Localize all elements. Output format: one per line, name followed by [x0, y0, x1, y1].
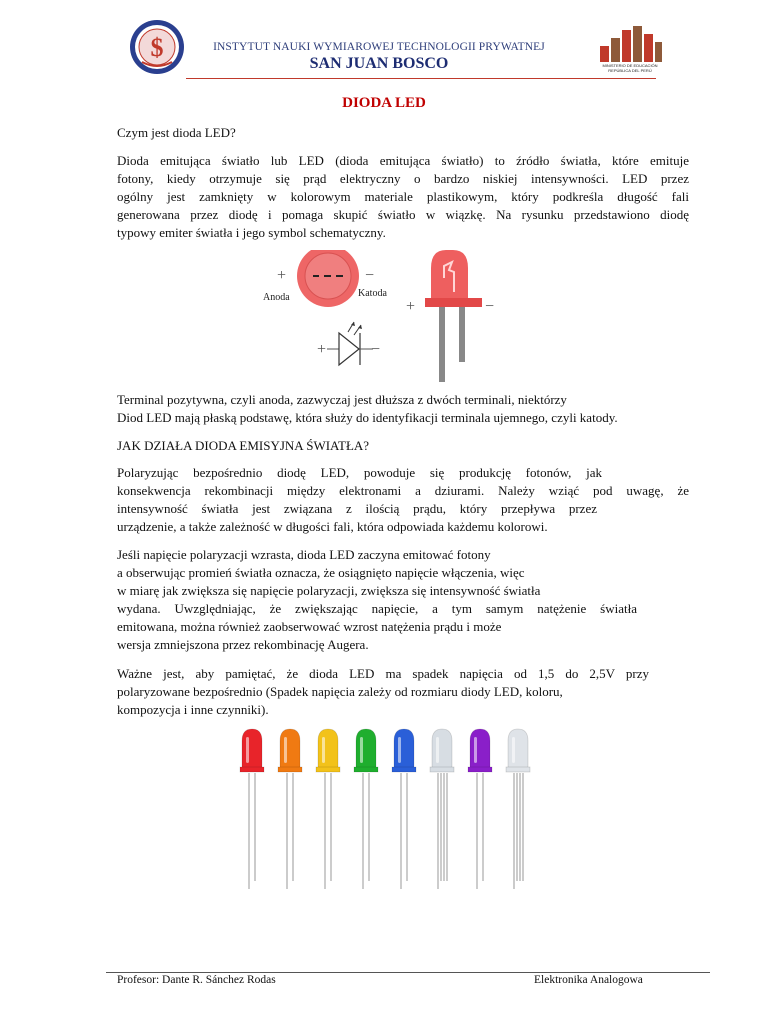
drop-line: Ważne jest, aby pamiętać, że dioda LED ma spadek napięcia od 1,5 do 2,5V przy: [117, 666, 649, 681]
header-divider: [186, 78, 656, 79]
side-minus-sign: −: [485, 298, 495, 315]
document-title: DIODA LED: [342, 95, 426, 111]
institute-logo: [128, 18, 186, 76]
voltage-line: wydana. Uwzględniając, że zwiększając napięcie, a tym samym natężenie światła: [117, 601, 637, 616]
drop-line: polaryzowane bezpośrednio (Spadek napięcia zależy od rozmiaru diody LED, koloru,: [117, 684, 563, 699]
terminal-paragraph: [117, 391, 618, 427]
symbol-plus-sign: +: [317, 341, 327, 358]
led-5: [392, 729, 416, 889]
led-7: [468, 729, 492, 889]
voltage-line: Jeśli napięcie polaryzacji wzrasta, dioda LED zaczyna emitować fotony: [117, 547, 491, 562]
ministry-line2: REPÚBLICA DEL PERÚ: [608, 68, 652, 73]
polarization-line: Polaryzując bezpośrednio diodę LED, powoduje się produkcję fotonów, jak: [117, 465, 602, 480]
voltage-paragraph: [117, 546, 689, 654]
voltage-line: emitowana, można również zaobserwować wzrost natężenia prądu i może: [117, 619, 502, 634]
footer-course: Elektronika Analogowa: [534, 974, 643, 986]
voltage-line: wersja zmniejszona przez rekombinację Augera.: [117, 637, 369, 652]
intro-line: typowy emiter światła i jego symbol schematyczny.: [117, 225, 386, 240]
institute-name: INSTYTUT NAUKI WYMIAROWEJ TECHNOLOGII PRYWATNEJ: [213, 41, 545, 53]
top-plus-sign: +: [277, 267, 287, 284]
footer-divider: [106, 972, 710, 973]
intro-paragraph: [117, 152, 689, 242]
terminal-line: Terminal pozytywna, czyli anoda, zazwyczaj jest dłuższa z dwóch terminali, niektórzy: [117, 392, 567, 407]
polarization-line: urządzenie, a także zależność w długości fali, która odpowiada każdemu kolorowi.: [117, 519, 548, 534]
drop-line: kompozycja i inne czynniki).: [117, 702, 269, 717]
intro-line: fotony, kiedy otrzymuje się prąd elektryczny o bardzo niskiej intensywności. LED przez: [117, 171, 689, 186]
colored-leds-image: [232, 725, 544, 890]
terminal-line: Diod LED mają płaską podstawę, która służy do identyfikacji terminala ujemnego, czyli katody.: [117, 410, 618, 425]
voltage-line: w miarę jak zwiększa się napięcie polaryzacji, zwiększa się intensywność światła: [117, 583, 541, 598]
led-diagram: [255, 250, 515, 385]
led-8: [506, 729, 530, 889]
svg-text:$: $: [150, 33, 164, 62]
anode-label: Anoda: [263, 292, 290, 303]
led-1: [240, 729, 264, 889]
footer-professor: Profesor: Dante R. Sánchez Rodas: [117, 974, 276, 986]
voltage-drop-paragraph: [117, 665, 689, 719]
question-how-led-works: JAK DZIAŁA DIODA EMISYJNA ŚWIATŁA?: [117, 438, 370, 453]
led-3: [316, 729, 340, 889]
led-6: [430, 729, 454, 889]
polarization-line: konsekwencja rekombinacji między elektronami a dziurami. Należy wziąć pod uwagę, że: [117, 483, 689, 498]
ministry-line1: MINISTERIO DE EDUCACIÓN: [602, 63, 658, 68]
polarization-line: intensywność światła jest związana z ilością prądu, który przepływa przez: [117, 501, 597, 516]
institute-subname: SAN JUAN BOSCO: [309, 55, 449, 72]
intro-line: ogólny jest zamknięty w kolorowym materiale plastikowym, który podkreśla długość fali: [117, 189, 689, 204]
question-what-is-led: Czym jest dioda LED?: [117, 125, 236, 140]
led-top-view: [263, 250, 387, 307]
voltage-line: a obserwując promień światła oznacza, że osiągnięto napięcie włączenia, więc: [117, 565, 525, 580]
intro-line: generowana przez diodę i pomaga skupić światło w wiązkę. Na rysunku przedstawiono diodę: [117, 207, 689, 222]
page-header: [0, 0, 768, 90]
polarization-paragraph: [117, 464, 689, 536]
led-4: [354, 729, 378, 889]
intro-line: Dioda emitująca światło lub LED (dioda emitująca światło) to źródło światła, które emituje: [117, 153, 689, 168]
led-side-view: [406, 250, 494, 382]
side-plus-sign: +: [406, 298, 416, 315]
top-minus-sign: −: [365, 267, 375, 284]
led-2: [278, 729, 302, 889]
ministry-caption: [592, 63, 668, 73]
symbol-minus-sign: −: [371, 341, 381, 358]
led-schematic-symbol: [317, 322, 380, 365]
cathode-label: Katoda: [358, 288, 387, 299]
